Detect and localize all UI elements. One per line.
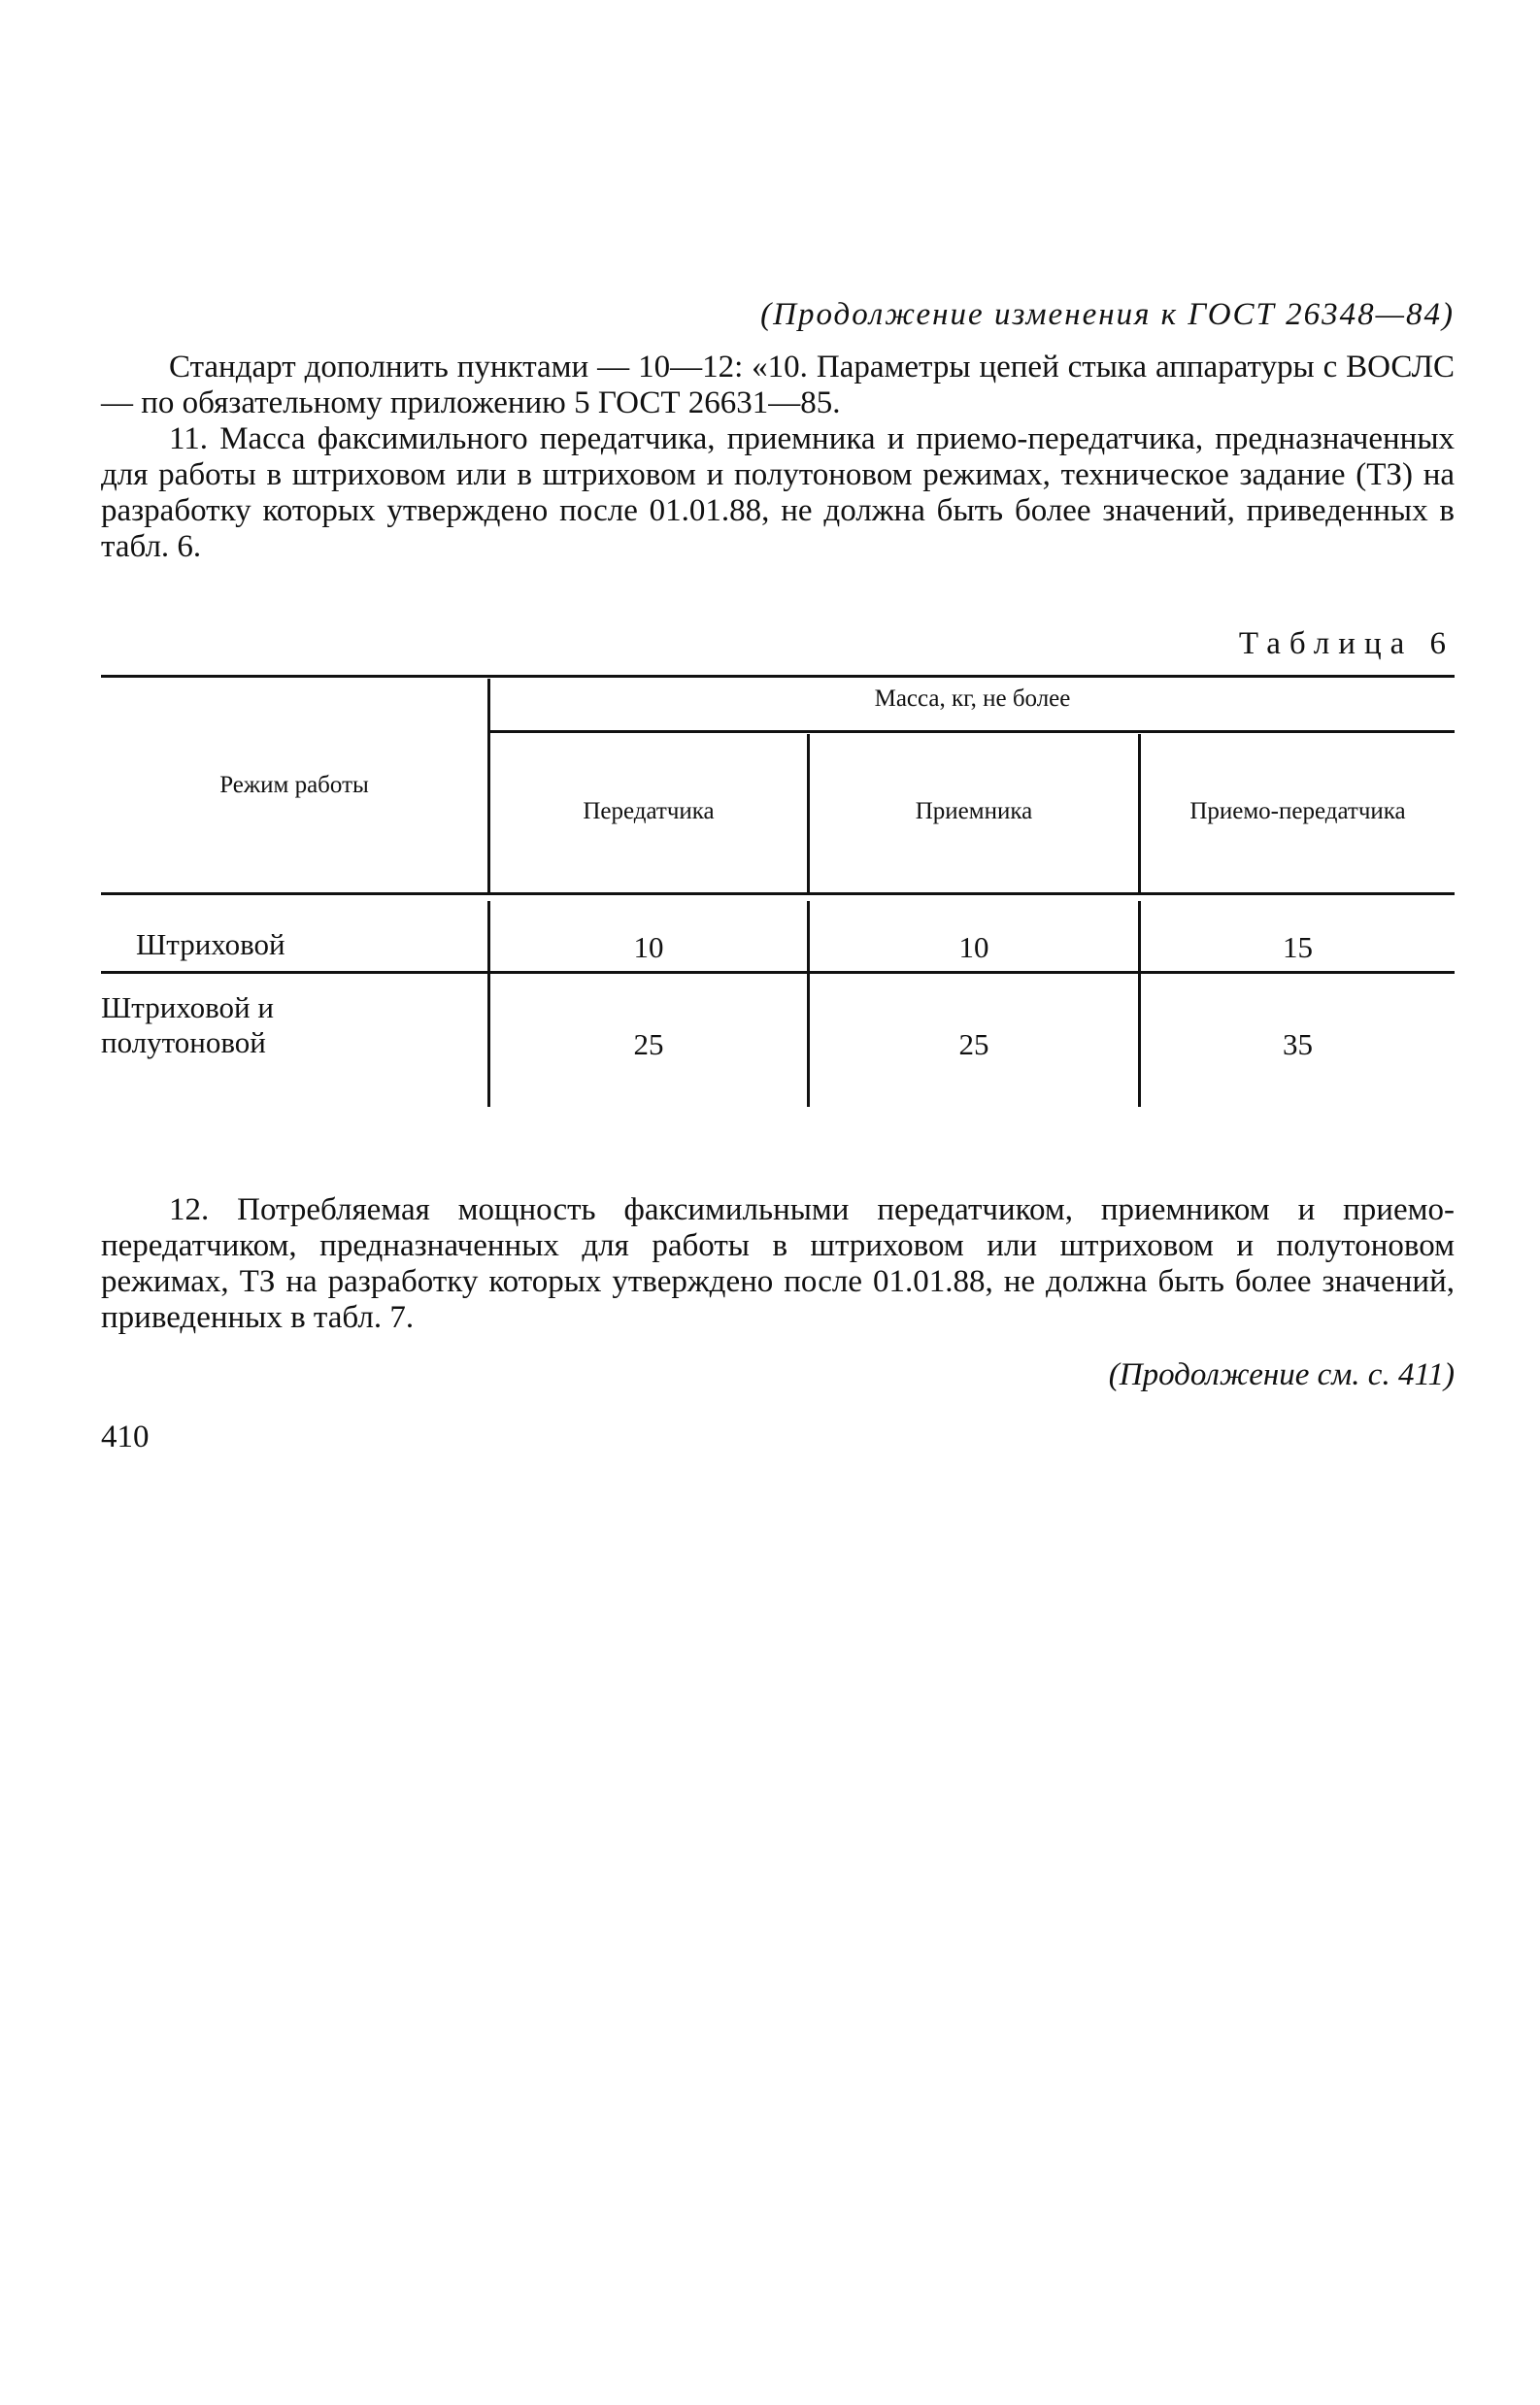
mode-column-header: Режим работы bbox=[219, 772, 369, 798]
page-number: 410 bbox=[101, 1420, 150, 1454]
header-bottom-rule bbox=[101, 892, 1455, 895]
mass-group-header: Масса, кг, не более bbox=[874, 685, 1071, 712]
paragraph-item-12: 12. Потребляемая мощность факсимильными передатчиком, приемником и приемо-передатчиком, предназначенных для работы в штриховом или штриховом и полутоновом режимах, ТЗ на разработку которых утверждено после 01.01.88, не должна быть более значений, приведенных в табл. 7. bbox=[101, 1192, 1455, 1335]
table-label: Таблица 6 bbox=[1238, 626, 1455, 661]
column-header-transmitter: Передатчика bbox=[583, 798, 715, 824]
mass-header-rule bbox=[490, 730, 1455, 733]
row-mode-line-halftone: Штриховой и полутоновой bbox=[101, 990, 274, 1059]
paragraph-item-11: 11. Масса факсимильного передатчика, приемника и приемо-передатчика, предназначенных для работы в штриховом или в штриховом и полутоновом режимах, техническое задание (ТЗ) на разработку которых утверждено после 01.01.88, не должна быть более значений, приведенных в табл. 6. bbox=[101, 421, 1455, 564]
table-top-rule bbox=[101, 675, 1455, 678]
row-mode-line: Штриховой bbox=[136, 927, 285, 961]
paragraph-standard-addition: Стандарт дополнить пунктами — 10—12: «10. Параметры цепей стыка аппаратуры с ВОСЛС — по обязательному приложению 5 ГОСТ 26631—85. bbox=[101, 350, 1455, 420]
row1-bottom-rule-left bbox=[101, 971, 488, 974]
column-header-receiver: Приемника bbox=[915, 798, 1033, 824]
column-header-transceiver: Приемо-передатчика bbox=[1189, 798, 1406, 824]
bottom-paragraph bbox=[101, 1192, 1455, 1336]
value-line-receiver: 10 bbox=[958, 930, 989, 964]
value-line-transceiver: 15 bbox=[1283, 930, 1313, 964]
value-halftone-transmitter: 25 bbox=[633, 1027, 664, 1061]
value-halftone-receiver: 25 bbox=[958, 1027, 989, 1061]
value-line-transmitter: 10 bbox=[633, 930, 664, 964]
footer-continuation-note: (Продолжение см. с. 411) bbox=[1108, 1357, 1455, 1392]
value-halftone-transceiver: 35 bbox=[1283, 1027, 1313, 1061]
header-continuation-note: (Продолжение изменения к ГОСТ 26348—84) bbox=[760, 297, 1455, 332]
row1-bottom-rule-right bbox=[490, 971, 1455, 974]
